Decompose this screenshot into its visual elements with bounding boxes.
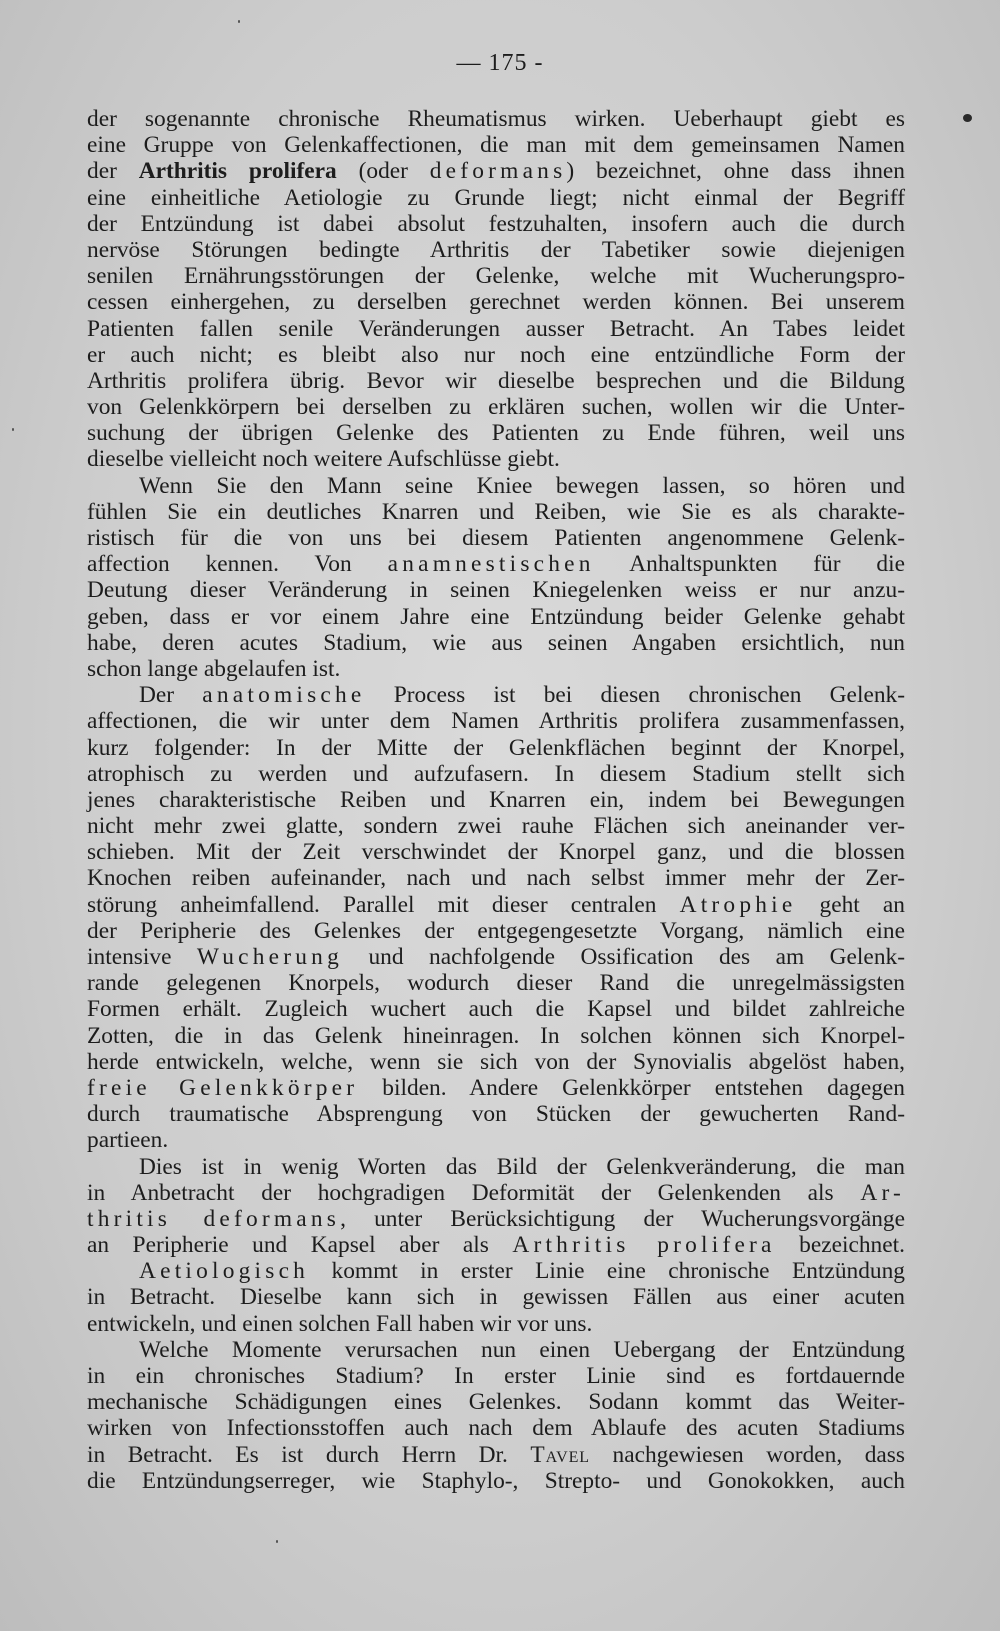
text-span: nervöse Störungen bedingte Arthritis der Tabetiker sowie diejenigen xyxy=(87,236,905,263)
text-line xyxy=(87,761,905,787)
text-line xyxy=(87,1180,905,1206)
text-span: Arthritis prolifera übrig. Bevor wir dieselbe besprechen und die Bildung xyxy=(87,367,905,394)
paper-speck xyxy=(12,428,14,431)
text-line xyxy=(87,1049,905,1075)
text-span: in ein chronisches Stadium? In erster Linie sind es fortdauernde xyxy=(87,1363,905,1389)
text-span: wirken von Infectionsstoffen auch nach dem Ablaufe des acuten Stadiums xyxy=(87,1415,905,1442)
emphasized-text: Wucherung xyxy=(196,944,343,970)
text-span: nachgewiesen worden, dass xyxy=(589,1441,905,1468)
text-line xyxy=(87,446,905,472)
text-line xyxy=(87,787,905,813)
text-line xyxy=(87,708,905,734)
text-span: der sogenannte chronische Rheumatismus wirken. Ueberhaupt giebt es xyxy=(87,106,905,132)
text-span: habe, deren acutes Stadium, wie aus seinen Angaben ersichtlich, nun xyxy=(87,629,905,656)
text-line xyxy=(87,656,905,682)
text-line xyxy=(87,316,905,342)
emphasized-text: anatomische xyxy=(202,682,366,709)
page-number: — 175 - xyxy=(456,50,544,76)
text-span: nicht mehr zwei glatte, sondern zwei rauhe Flächen sich aneinander ver- xyxy=(87,813,905,840)
text-span: cessen einhergehen, zu derselben gerechnet werden können. Bei unserem xyxy=(87,289,905,316)
text-span: entwickeln, und einen solchen Fall haben wir vor uns. xyxy=(87,1310,593,1337)
text-span: schon lange abgelaufen ist. xyxy=(87,655,341,682)
text-line xyxy=(87,970,905,996)
text-span: der Entzündung ist dabei absolut festzuhalten, insofern auch die durch xyxy=(87,210,905,237)
text-line xyxy=(87,342,905,368)
text-line xyxy=(87,289,905,315)
ink-blot xyxy=(963,114,972,122)
text-line xyxy=(87,237,905,263)
text-line xyxy=(87,211,905,237)
text-span: affectionen, die wir unter dem Namen Arthritis prolifera zusammenfassen, xyxy=(87,708,905,735)
text-span: Welche Momente verursachen nun einen Uebergang der Entzündung xyxy=(139,1336,905,1363)
text-span: eine Gruppe von Gelenkaffectionen, die man mit dem gemeinsamen Namen xyxy=(87,132,905,159)
text-span: Zotten, die in das Gelenk hineinragen. In solchen können sich Knorpel- xyxy=(87,1022,905,1049)
emphasized-text: freie Gelenkkörper xyxy=(87,1074,359,1101)
text-line xyxy=(87,420,905,446)
text-line xyxy=(87,1363,905,1389)
text-line xyxy=(87,1415,905,1441)
text-span: ) bezeichnet, ohne dass ihnen xyxy=(566,158,905,185)
text-span: mechanische Schädigungen eines Gelenkes. Sodann kommt das Weiter- xyxy=(87,1389,905,1416)
text-line xyxy=(87,918,905,944)
text-span: fühlen Sie ein deutliches Knarren und Reiben, wie Sie es als charakte- xyxy=(87,498,905,525)
text-span: Knochen reiben aufeinander, nach und nach selbst immer mehr der Zer- xyxy=(87,865,905,892)
text-line xyxy=(87,551,905,577)
text-span: der xyxy=(87,158,139,185)
text-span: bezeichnet. xyxy=(775,1232,905,1259)
text-span: in Betracht. Es ist durch Herrn Dr. xyxy=(87,1441,531,1468)
text-span: rande gelegenen Knorpels, wodurch dieser Rand die unregelmässigsten xyxy=(87,970,905,997)
paper-speck xyxy=(276,1540,278,1543)
text-span: Process ist bei diesen chronischen Gelenk- xyxy=(365,682,906,709)
text-line xyxy=(87,1154,905,1180)
text-line xyxy=(87,944,905,970)
text-line xyxy=(87,1023,905,1049)
emphasized-text: deformans xyxy=(429,158,567,185)
emphasized-text: Arthritis prolifera xyxy=(138,158,337,185)
text-span: von Gelenkkörpern bei derselben zu erklären suchen, wollen wir die Unter- xyxy=(87,394,905,421)
text-span: kommt in erster Linie eine chronische Entzündung xyxy=(309,1258,905,1285)
text-span: suchung der übrigen Gelenke des Patienten zu Ende führen, weil uns xyxy=(87,420,905,447)
text-span: an Peripherie und Kapsel aber als xyxy=(87,1232,513,1259)
emphasized-text: Tavel xyxy=(530,1441,590,1468)
text-line xyxy=(87,577,905,603)
text-span: eine einheitliche Aetiologie zu Grunde liegt; nicht einmal der Begriff xyxy=(87,184,905,211)
text-line xyxy=(87,368,905,394)
text-line xyxy=(87,1468,905,1494)
text-line xyxy=(87,1442,905,1468)
text-span: jenes charakteristische Reiben und Knarren ein, indem bei Bewegungen xyxy=(87,786,905,813)
text-span: durch traumatische Absprengung von Stücken der gewucherten Rand- xyxy=(87,1101,905,1128)
text-span: affection kennen. Von xyxy=(87,551,388,578)
text-span: atrophisch zu werden und aufzufasern. In diesem Stadium stellt sich xyxy=(87,760,905,787)
emphasized-text: Ar- xyxy=(860,1179,905,1206)
text-span: der Peripherie des Gelenkes der entgegengesetzte Vorgang, nämlich eine xyxy=(87,917,905,944)
text-span: Formen erhält. Zugleich wuchert auch die Kapsel und bildet zahlreiche xyxy=(87,996,905,1023)
text-line xyxy=(87,630,905,656)
text-span: Dies ist in wenig Worten das Bild der Gelenkveränderung, die man xyxy=(139,1153,905,1180)
text-span: geben, dass er vor einem Jahre eine Entzündung beider Gelenke gehabt xyxy=(87,603,905,630)
text-span: partieen. xyxy=(87,1127,169,1154)
text-line xyxy=(87,158,905,184)
text-span: störung anheimfallend. Parallel mit dieser centralen xyxy=(87,891,680,918)
text-line xyxy=(87,1389,905,1415)
text-span: , unter Berücksichtigung der Wucherungsvorgänge xyxy=(340,1205,906,1232)
text-span: (oder xyxy=(336,158,430,185)
text-span: Der xyxy=(139,682,203,709)
text-span: schieben. Mit der Zeit verschwindet der Knorpel ganz, und die blossen xyxy=(87,839,905,866)
text-span: senilen Ernährungsstörungen der Gelenke, welche mit Wucherungspro- xyxy=(87,263,905,290)
text-line xyxy=(87,604,905,630)
text-line xyxy=(87,735,905,761)
text-line xyxy=(87,1127,905,1153)
text-span: ristisch für die von uns bei diesem Patienten angenommene Gelenk- xyxy=(87,525,905,551)
text-span: Anhaltspunkten für die xyxy=(594,551,905,578)
emphasized-text: anamnestischen xyxy=(387,551,595,578)
text-span: Wenn Sie den Mann seine Kniee bewegen lassen, so hören und xyxy=(139,472,905,499)
text-line xyxy=(87,682,905,708)
text-line xyxy=(87,525,905,551)
text-span: geht an xyxy=(796,891,905,918)
body-text xyxy=(87,106,905,1494)
text-span: in Betracht. Dieselbe kann sich in gewissen Fällen aus einer acuten xyxy=(87,1284,905,1311)
emphasized-text: Atrophie xyxy=(679,891,797,918)
text-line xyxy=(87,1206,905,1232)
text-line xyxy=(87,865,905,891)
text-span: und nachfolgende Ossification des am Gelenk- xyxy=(343,944,905,970)
text-span: in Anbetracht der hochgradigen Deformität der Gelenkenden als xyxy=(87,1179,861,1206)
text-line xyxy=(87,1232,905,1258)
text-line xyxy=(87,1258,905,1284)
emphasized-text: thritis deformans xyxy=(87,1205,341,1232)
emphasized-text: Arthritis prolifera xyxy=(512,1232,776,1259)
text-line xyxy=(87,1284,905,1310)
text-line xyxy=(87,1337,905,1363)
text-line xyxy=(87,813,905,839)
text-span: dieselbe vielleicht noch weitere Aufschlüsse giebt. xyxy=(87,446,560,473)
text-line xyxy=(87,839,905,865)
text-line xyxy=(87,1101,905,1127)
text-line xyxy=(87,1311,905,1337)
text-span: Deutung dieser Veränderung in seinen Kniegelenken weiss er nur anzu- xyxy=(87,577,905,604)
text-line xyxy=(87,1075,905,1101)
text-span: herde entwickeln, welche, wenn sie sich von der Synovialis abgelöst haben, xyxy=(87,1048,905,1075)
text-line xyxy=(87,996,905,1022)
emphasized-text: Aetiologisch xyxy=(139,1258,310,1285)
text-line xyxy=(87,185,905,211)
paper-speck xyxy=(238,20,240,23)
text-line xyxy=(87,394,905,420)
text-span: bilden. Andere Gelenkkörper entstehen dagegen xyxy=(358,1074,905,1101)
text-span: kurz folgender: In der Mitte der Gelenkflächen beginnt der Knorpel, xyxy=(87,734,905,761)
text-line xyxy=(87,473,905,499)
text-line xyxy=(87,132,905,158)
text-span: die Entzündungserreger, wie Staphylo-, Strepto- und Gonokokken, auch xyxy=(87,1467,905,1494)
text-line xyxy=(87,106,905,132)
text-span: intensive xyxy=(87,944,197,970)
text-line xyxy=(87,499,905,525)
text-line xyxy=(87,263,905,289)
text-span: er auch nicht; es bleibt also nur noch eine entzündliche Form der xyxy=(87,341,905,368)
text-line xyxy=(87,892,905,918)
text-span: Patienten fallen senile Veränderungen ausser Betracht. An Tabes leidet xyxy=(87,315,905,342)
